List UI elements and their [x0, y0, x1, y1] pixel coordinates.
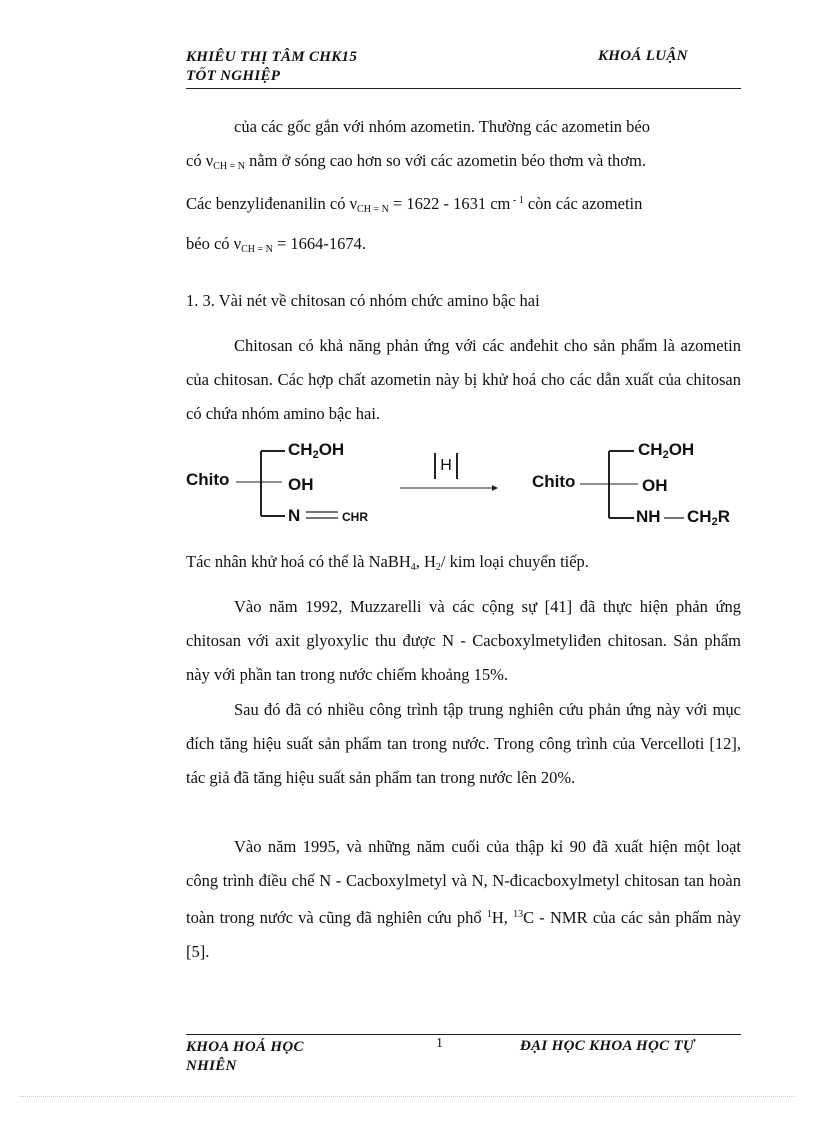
header-author-line1: KHIÊU THỊ TÂM CHK15: [186, 49, 358, 65]
product-nh: NH: [636, 507, 661, 526]
para1-line2-b: nằm ở sóng cao hơn so với các azometin béo thơm và thơm.: [244, 151, 646, 170]
para1-line4-b: = 1664-1674.: [272, 234, 367, 253]
header-rule: [186, 88, 741, 89]
footer-university: ĐẠI HỌC KHOA HỌC TỰ: [520, 1038, 695, 1054]
para6-sup1: 1: [486, 909, 492, 920]
paragraph-muzzarelli: Vào năm 1992, Muzzarelli và các cộng sự [41] đã thực hiện phản ứng chitosan với axit glyoxylic thu được N - Cacboxylmetyliđen chitosan. Sản phẩm này với phần tan trong nước chiếm khoảng 15%.: [186, 597, 741, 684]
paragraph-azometin: [186, 110, 741, 267]
para1-line3-b: = 1622 - 1631 cm: [388, 194, 511, 213]
section-heading: 1. 3. Vài nét về chitosan có nhóm chức amino bậc hai: [186, 291, 540, 310]
reactant-oh: OH: [288, 475, 314, 494]
para1-line1: của các gốc gắn với nhóm azometin. Thường các azometin béo: [234, 117, 650, 136]
para6-sup2: 13: [513, 909, 524, 920]
page-number: 1: [436, 1036, 443, 1051]
reactant-n: N: [288, 506, 301, 525]
page-bottom-edge: [20, 1096, 796, 1097]
para3-sub1: 4: [410, 562, 416, 573]
para1-line4-a: béo có ν: [186, 234, 242, 253]
reactant-ch2oh: CH2OH: [288, 440, 345, 461]
reactant-chr: CHR: [342, 510, 368, 524]
header-author: [186, 48, 357, 86]
para1-line3-sub: CH = N: [357, 204, 389, 215]
para1-line2-a: có ν: [186, 151, 214, 170]
header-doc-type: KHOÁ LUẬN: [598, 48, 688, 64]
reaction-scheme: [186, 438, 746, 530]
para1-line3-c: còn các azometin: [523, 194, 643, 213]
para1-line4-sub: CH = N: [241, 244, 273, 255]
paragraph-nmr: [186, 830, 741, 969]
product-oh: OH: [642, 476, 668, 495]
reagent-h: H: [434, 453, 458, 479]
footer-rule: [186, 1034, 741, 1035]
paragraph-chitosan-reaction: Chitosan có khả năng phản ứng với các anđehit cho sản phẩm là azometin của chitosan. Các hợp chất azometin này bị khử hoá cho các dẫn xuất của chitosan có chứa nhóm amino bậc hai.: [186, 336, 741, 423]
footer-left-line1: KHOA HOÁ HỌC: [186, 1039, 304, 1055]
paragraph-reducing-agent: [186, 545, 741, 585]
reactant-label: Chito: [186, 470, 230, 489]
para6-a: Vào năm 1995, và những năm cuối của thập kỉ 90 đã xuất hiện một loạt công trình điều chế N - Cacboxylmetyl và N, N-đicacboxylmetyl chitosan tan hoàn toàn trong nước và cũng đã nghiên cứu phổ: [186, 837, 741, 927]
para6-c: C - NMR của các sản phẩm này [5].: [186, 908, 742, 961]
paragraph-vercelloti: Sau đó đã có nhiều công trình tập trung nghiên cứu phản ứng này với mục đích tăng hiệu suất sản phẩm tan trong nước. Trong công trình của Vercelloti [12], tác giả đã tăng hiệu suất sản phẩm tan trong nước lên 20%.: [186, 700, 741, 787]
para3-sub2: 2: [435, 562, 441, 573]
para3-b: , H: [415, 552, 436, 571]
para6-b: H,: [491, 908, 514, 927]
para1-line2-sub: CH = N: [213, 161, 245, 172]
product-ch2r: CH2R: [687, 507, 730, 528]
footer-faculty: [186, 1038, 304, 1076]
para1-line3-sup: - 1: [510, 195, 524, 206]
para3-c: / kim loại chuyển tiếp.: [440, 552, 589, 571]
header-author-line2: TỐT NGHIỆP: [186, 68, 281, 84]
para1-line3-a: Các benzyliđenanilin có ν: [186, 194, 358, 213]
footer-left-line2: NHIÊN: [186, 1058, 237, 1074]
product-ch2oh: CH2OH: [638, 440, 695, 461]
product-label: Chito: [532, 472, 576, 491]
para3-a: Tác nhân khử hoá có thể là NaBH: [186, 552, 411, 571]
